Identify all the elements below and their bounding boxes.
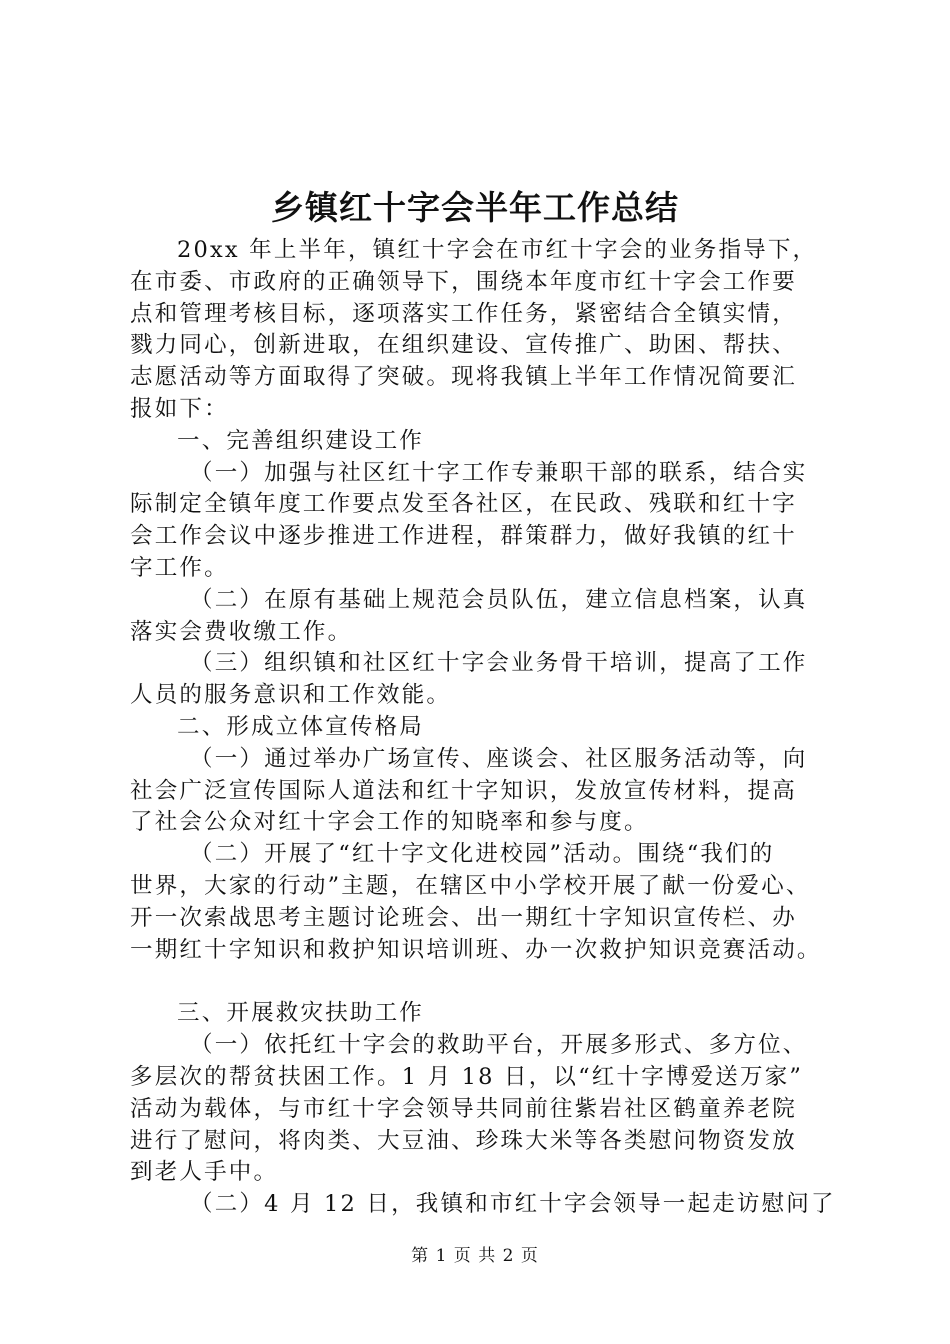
paragraph-line: 戮力同心，创新进取，在组织建设、宣传推广、助困、帮扶、 [130, 332, 797, 359]
document-body [130, 235, 860, 1221]
paragraph-line: 一期红十字知识和救护知识培训班、办一次救护知识竞赛活动。 [130, 936, 822, 963]
paragraph-line: 了社会公众对红十字会工作的知晓率和参与度。 [130, 809, 649, 836]
paragraph-line: 落实会费收缴工作。 [130, 618, 353, 645]
paragraph-line: 会工作会议中逐步推进工作进程，群策群力，做好我镇的红十 [130, 523, 797, 550]
blank-line [130, 966, 860, 998]
paragraph-line: 字工作。 [130, 554, 229, 581]
section-heading: 二、形成立体宣传格局 [177, 713, 425, 740]
page-footer: 第 1 页 共 2 页 [411, 1246, 539, 1266]
paragraph-line: 社会广泛宣传国际人道法和红十字知识，发放宣传材料，提高 [130, 777, 797, 804]
paragraph-line: 人员的服务意识和工作效能。 [130, 682, 452, 709]
paragraph-line: 进行了慰问，将肉类、大豆油、珍珠大米等各类慰问物资发放 [130, 1127, 797, 1154]
section-heading: 一、完善组织建设工作 [177, 427, 425, 454]
paragraph-line: 20xx 年上半年，镇红十字会在市红十字会的业务指导下， [177, 237, 818, 263]
paragraph-line: 在市委、市政府的正确领导下，围绕本年度市红十字会工作要 [130, 268, 797, 295]
paragraph-line: 多层次的帮贫扶困工作。1 月 18 日，以“红十字博爱送万家” [130, 1063, 804, 1090]
paragraph-line: （三）组织镇和社区红十字会业务骨干培训，提高了工作 [190, 650, 808, 677]
paragraph-line: 世界，大家的行动”主题，在辖区中小学校开展了献一份爱心、 [130, 872, 811, 899]
document-title: 乡镇红十字会半年工作总结 [271, 188, 679, 227]
paragraph-line: （一）通过举办广场宣传、座谈会、社区服务活动等，向 [190, 745, 808, 772]
paragraph-line: 点和管理考核目标，逐项落实工作任务，紧密结合全镇实情， [130, 300, 797, 327]
section-heading: 三、开展救灾扶助工作 [177, 1000, 425, 1027]
paragraph-line: （二）开展了“红十字文化进校园”活动。围绕“我们的 [190, 841, 775, 868]
paragraph-line: 报如下： [130, 395, 229, 422]
paragraph-line: 志愿活动等方面取得了突破。现将我镇上半年工作情况简要汇 [130, 364, 797, 391]
paragraph-line: （二）在原有基础上规范会员队伍，建立信息档案，认真 [190, 586, 808, 613]
paragraph-line: （一）加强与社区红十字工作专兼职干部的联系，结合实 [190, 459, 808, 486]
paragraph-line: 开一次索战思考主题讨论班会、出一期红十字知识宣传栏、办 [130, 904, 797, 931]
paragraph-line: （二）4 月 12 日，我镇和市红十字会领导一起走访慰问了 [190, 1191, 836, 1218]
paragraph-line: 到老人手中。 [130, 1159, 279, 1186]
paragraph-line: 活动为载体，与市红十字会领导共同前往紫岩社区鹤童养老院 [130, 1095, 797, 1122]
paragraph-line: 际制定全镇年度工作要点发至各社区，在民政、残联和红十字 [130, 491, 797, 518]
paragraph-line: （一）依托红十字会的救助平台，开展多形式、多方位、 [190, 1032, 808, 1059]
